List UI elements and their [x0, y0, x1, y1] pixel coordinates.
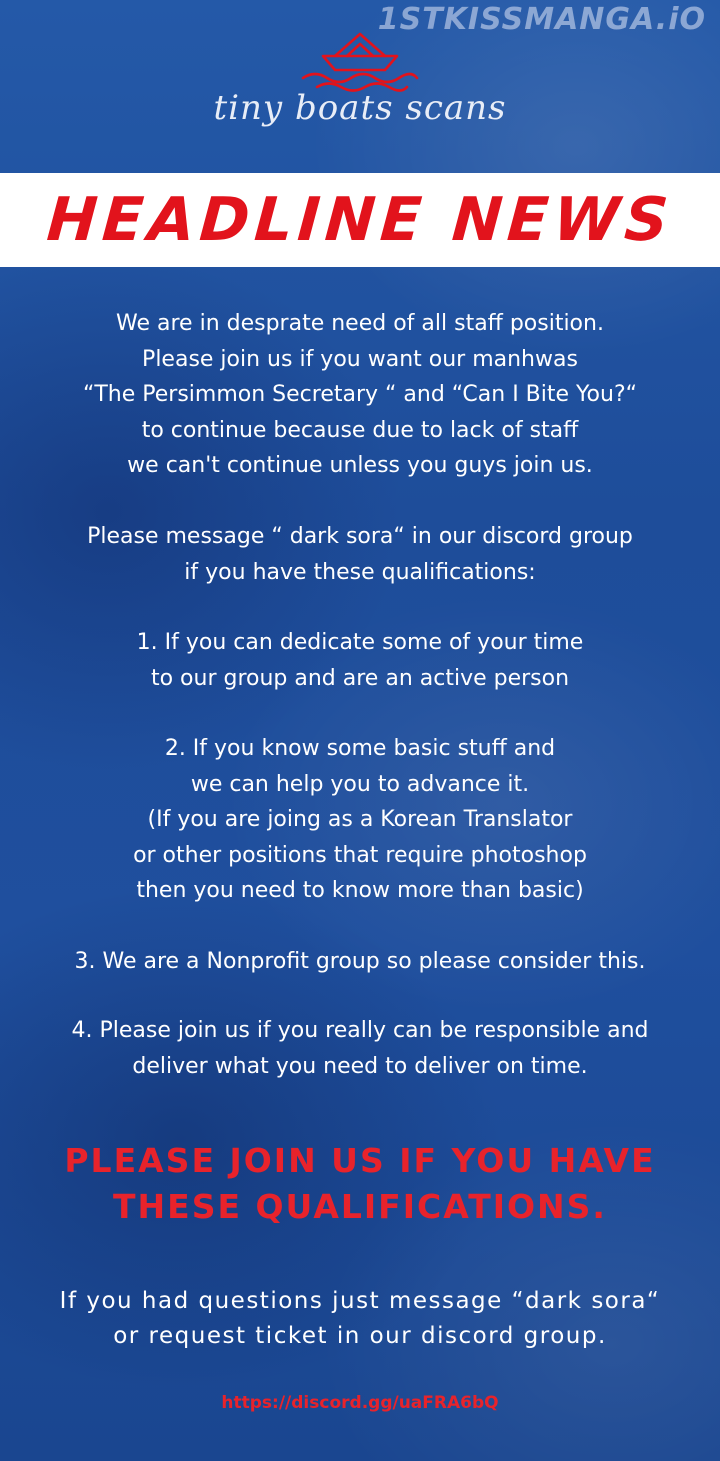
- qualification-4: [0, 1013, 720, 1084]
- qualification-line: 4. Please join us if you really can be responsible and: [71, 1018, 649, 1043]
- questions-line: If you had questions just message “dark sora“: [59, 1288, 661, 1314]
- intro-line: We are in desprate need of all staff position.: [116, 311, 604, 336]
- qualification-line: 2. If you know some basic stuff and: [164, 736, 556, 761]
- join-call-to-action: [0, 1138, 720, 1230]
- intro-line: we can't continue unless you guys join us.: [127, 453, 593, 478]
- logo-text: tiny boats scans: [213, 88, 507, 128]
- message-note-line: Please message “ dark sora“ in our discord group: [87, 524, 633, 549]
- intro-paragraph: [0, 306, 720, 484]
- intro-line: “The Persimmon Secretary “ and “Can I Bite You?“: [82, 382, 638, 407]
- questions-note: [0, 1284, 720, 1354]
- qualification-1: [0, 625, 720, 696]
- message-note: [0, 519, 720, 590]
- cta-line: PLEASE JOIN US IF YOU HAVE: [64, 1141, 656, 1180]
- qualification-2: [0, 731, 720, 909]
- qualification-line: we can help you to advance it.: [190, 771, 530, 797]
- discord-invite-link[interactable]: https://discord.gg/uaFRA6bQ: [221, 1393, 499, 1413]
- intro-line: to continue because due to lack of staff: [141, 417, 579, 443]
- scanlation-logo: [0, 28, 720, 168]
- qualification-line: deliver what you need to deliver on time.: [132, 1053, 588, 1079]
- qualification-line: 3. We are a Nonprofit group so please consider this.: [74, 949, 646, 974]
- qualification-line: to our group and are an active person: [150, 665, 570, 691]
- paper-boat-icon: [295, 30, 425, 92]
- intro-line: Please join us if you want our manhwas: [142, 346, 578, 372]
- questions-line: or request ticket in our discord group.: [113, 1323, 607, 1349]
- qualification-3: [0, 944, 720, 980]
- headline-banner: [0, 173, 720, 267]
- qualification-line: or other positions that require photoshop: [133, 842, 587, 868]
- headline-title: HEADLINE NEWS: [44, 185, 676, 255]
- qualification-line: (If you are joing as a Korean Translator: [147, 807, 573, 832]
- qualification-line: 1. If you can dedicate some of your time: [136, 630, 584, 655]
- cta-line: THESE QUALIFICATIONS.: [113, 1187, 607, 1226]
- message-note-line: if you have these qualifications:: [184, 559, 536, 585]
- site-watermark: 1STKISSMANGA.iO: [377, 2, 706, 37]
- qualification-line: then you need to know more than basic): [136, 878, 584, 903]
